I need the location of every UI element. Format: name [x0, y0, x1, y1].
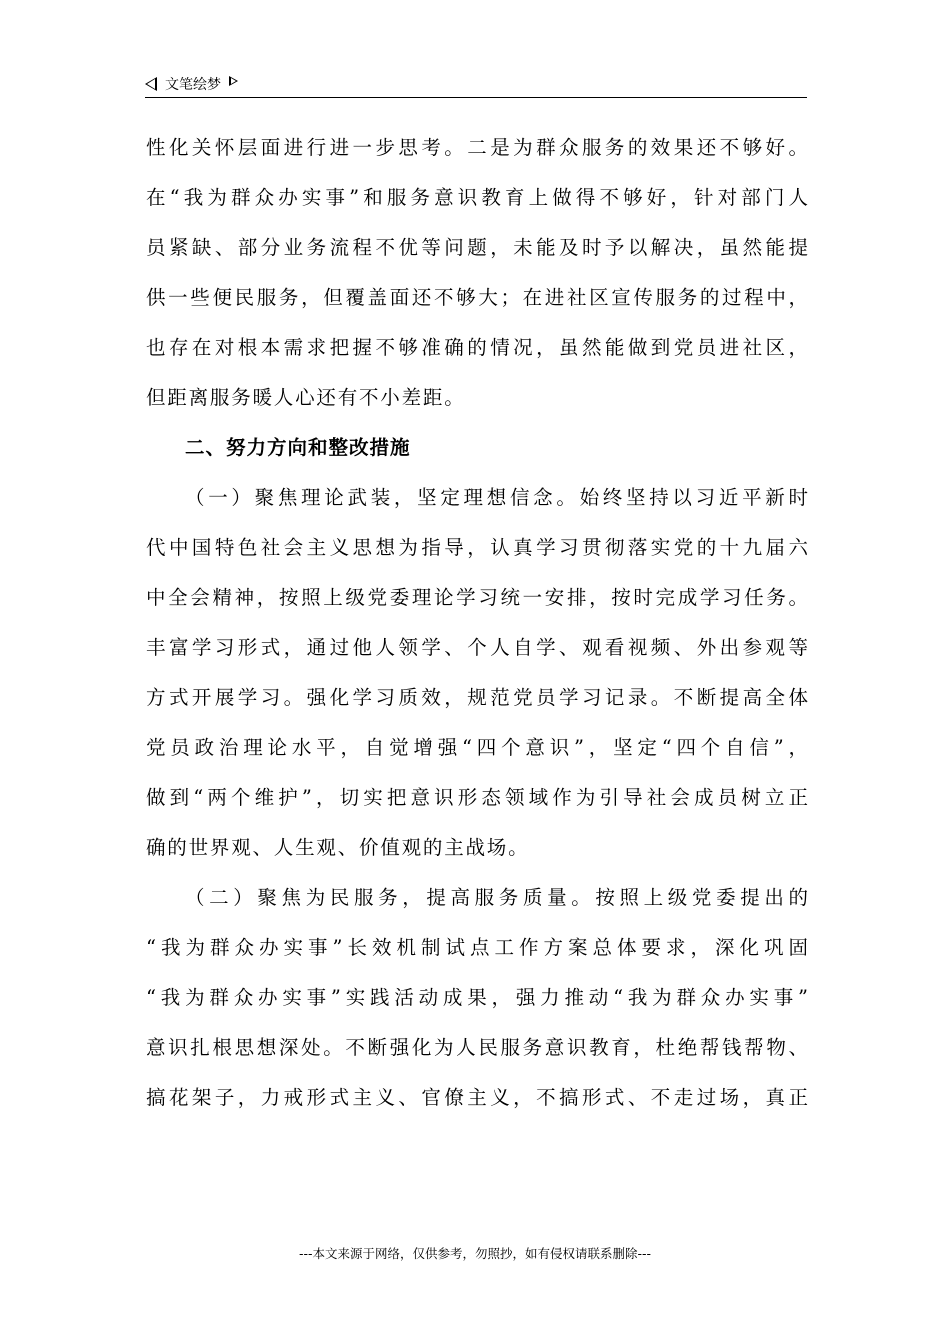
body-line: 做到“两个维护”，切实把意识形态领域作为引导社会成员树立正: [146, 786, 808, 809]
body-line: 方式开展学习。强化学习质效，规范党员学习记录。不断提高全体: [146, 686, 808, 709]
triangle-right-icon: [229, 76, 238, 86]
body-line: （二）聚焦为民服务，提高服务质量。按照上级党委提出的: [185, 886, 808, 909]
body-line: 中全会精神，按照上级党委理论学习统一安排，按时完成学习任务。: [146, 586, 808, 609]
page-header: [145, 70, 807, 98]
body-line: 意识扎根思想深处。不断强化为人民服务意识教育，杜绝帮钱帮物、: [146, 1036, 808, 1059]
header-brand-group: [145, 74, 238, 94]
section-heading: 二、努力方向和整改措施: [185, 436, 411, 459]
body-line: “我为群众办实事”长效机制试点工作方案总体要求，深化巩固: [146, 936, 808, 959]
body-line: 性化关怀层面进行进一步思考。二是为群众服务的效果还不够好。: [146, 136, 808, 159]
body-line: 丰富学习形式，通过他人领学、个人自学、观看视频、外出参观等: [146, 636, 808, 659]
body-line: 供一些便民服务，但覆盖面还不够大；在进社区宣传服务的过程中，: [146, 286, 808, 309]
body-line: 代中国特色社会主义思想为指导，认真学习贯彻落实党的十九届六: [146, 536, 808, 559]
document-body: [146, 128, 808, 1128]
body-line: 搞花架子，力戒形式主义、官僚主义，不搞形式、不走过场，真正: [146, 1086, 808, 1109]
body-line: 党员政治理论水平，自觉增强“四个意识”，坚定“四个自信”，: [146, 736, 808, 759]
body-line: 在“我为群众办实事”和服务意识教育上做得不够好，针对部门人: [146, 186, 808, 209]
page-footer-notice: ---本文来源于网络，仅供参考，勿照抄，如有侵权请联系删除---: [298, 1246, 652, 1261]
body-line: 确的世界观、人生观、价值观的主战场。: [146, 836, 530, 859]
body-line: 也存在对根本需求把握不够准确的情况，虽然能做到党员进社区，: [146, 336, 808, 359]
body-line: 员紧缺、部分业务流程不优等问题，未能及时予以解决，虽然能提: [146, 236, 808, 259]
body-line: 但距离服务暖人心还有不小差距。: [146, 386, 466, 409]
header-brand: 文笔绘梦: [165, 77, 221, 93]
triangle-left-icon: [145, 77, 157, 91]
body-line: （一）聚焦理论武装，坚定理想信念。始终坚持以习近平新时: [185, 486, 808, 509]
body-line: “我为群众办实事”实践活动成果，强力推动“我为群众办实事”: [146, 986, 808, 1009]
